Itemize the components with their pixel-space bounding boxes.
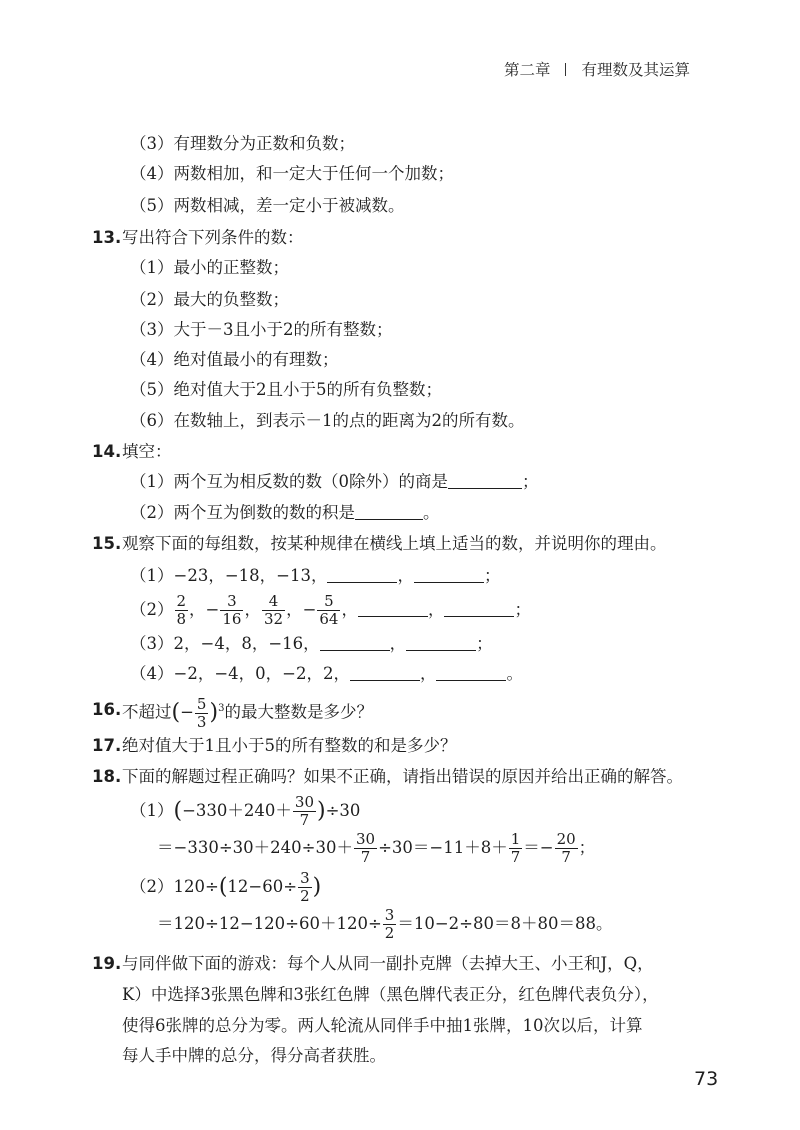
denominator: 7 — [510, 848, 521, 866]
fraction — [509, 832, 523, 865]
expr: ＝− — [523, 838, 554, 857]
q17-number: 17. — [92, 736, 122, 755]
sign: ， — [244, 600, 261, 619]
q15-item-4-text: （4）−2，−4，0，−2，2， — [130, 664, 350, 683]
q18-stem: 下面的解题过程正确吗？如果不正确，请指出错误的原因并给出正确的解答。 — [122, 767, 683, 786]
page-number: 73 — [694, 1068, 719, 1090]
q15-number: 15. — [92, 534, 122, 553]
fraction — [262, 594, 285, 627]
q15-item-4 — [130, 664, 523, 684]
expr: ÷30＝−11＋8＋ — [378, 838, 508, 857]
numerator: 3 — [300, 869, 310, 887]
denominator: 32 — [263, 610, 284, 628]
numerator: 5 — [196, 694, 207, 713]
q13-item-5: （5）绝对值大于2且小于5的所有负整数； — [130, 380, 442, 399]
q19-line-4: 每人手中牌的总分，得分高者获胜。 — [122, 1046, 386, 1065]
fraction — [354, 832, 377, 865]
comma: ， — [397, 566, 414, 585]
answer-blank[interactable] — [350, 666, 420, 681]
q12-item-3: （3）有理数分为正数和负数； — [130, 134, 355, 153]
q19-line-1: 与同伴做下面的游戏：每个人从同一副扑克牌（去掉大王、小王和J，Q， — [122, 954, 654, 973]
q14-stem: 填空： — [122, 442, 172, 461]
q13-item-2: （2）最大的负整数； — [130, 290, 289, 309]
numerator: 2 — [176, 592, 187, 610]
expr: ＝10−2÷80＝8＋80＝88。 — [397, 914, 613, 933]
semicolon: ； — [483, 566, 501, 585]
denominator: 16 — [222, 610, 242, 628]
q15-item-3-text: （3）2，−4，8，−16， — [130, 634, 320, 653]
answer-blank[interactable] — [414, 568, 484, 583]
expr: −330＋240＋ — [182, 801, 292, 820]
answer-blank[interactable] — [436, 666, 506, 681]
q16-text — [122, 688, 373, 734]
q15-item-3 — [130, 634, 493, 654]
exponent: 3 — [218, 703, 225, 714]
answer-blank[interactable] — [444, 602, 514, 617]
fraction — [555, 832, 578, 865]
frac-group-4 — [286, 592, 341, 628]
comma: ， — [419, 664, 437, 683]
running-header — [504, 58, 690, 80]
q14-item-1 — [130, 472, 539, 492]
fraction — [175, 594, 189, 627]
fraction — [293, 795, 316, 828]
fraction — [298, 871, 312, 904]
comma: ， — [389, 634, 407, 653]
answer-blank[interactable] — [358, 602, 428, 617]
q12-item-4: （4）两数相加，和一定大于任何一个加数； — [130, 164, 454, 183]
left-paren: ( — [171, 700, 181, 725]
right-paren: ) — [312, 874, 322, 900]
fraction — [195, 694, 209, 731]
q17-text: 绝对值大于1且小于5的所有整数的和是多少？ — [122, 736, 457, 755]
fraction — [220, 594, 243, 627]
q15-stem: 观察下面的每组数，按某种规律在横线上填上适当的数，并说明你的理由。 — [122, 534, 667, 553]
frac-group-2 — [189, 592, 244, 628]
q18-item-2-step — [157, 903, 612, 945]
expr: 12−60÷ — [227, 877, 298, 896]
period: 。 — [506, 664, 523, 683]
chapter-title: 有理数及其运算 — [581, 61, 690, 79]
denominator: 7 — [561, 848, 571, 866]
fraction — [383, 908, 397, 941]
q13-stem: 写出符合下列条件的数： — [122, 228, 304, 247]
q14-item-1-text: （1）两个互为相反数的数（0除外）的商是 — [130, 472, 448, 491]
denominator: 64 — [319, 610, 339, 628]
q12-item-5: （5）两数相减，差一定小于被减数。 — [130, 196, 405, 215]
expr: ÷30 — [325, 801, 361, 820]
expr: （2）120÷ — [130, 877, 219, 896]
q13-number: 13. — [92, 228, 122, 247]
frac-group-3 — [244, 592, 286, 628]
minus-sign: − — [180, 702, 194, 722]
denominator: 2 — [384, 924, 395, 942]
numerator: 30 — [294, 793, 314, 811]
expr: ＝−330÷30＋240÷30＋ — [157, 838, 353, 857]
right-paren: ) — [317, 798, 326, 824]
numerator: 3 — [220, 594, 243, 611]
q13-item-3: （3）大于－3且小于2的所有整数； — [130, 320, 393, 339]
q19-line-3: 使得6张牌的总分为零。两人轮流从同伴手中抽1张牌，10次以后，计算 — [122, 1016, 643, 1035]
numerator: 20 — [556, 830, 576, 848]
semicolon: ； — [514, 600, 531, 619]
denominator: 2 — [300, 887, 310, 905]
q13-item-6: （6）在数轴上，到表示－1的点的距离为2的所有数。 — [130, 411, 525, 430]
semicolon: ； — [476, 634, 493, 653]
answer-blank[interactable] — [327, 568, 397, 583]
q14-item-2 — [130, 503, 440, 523]
sign: ，− — [286, 600, 317, 619]
semicolon: ； — [578, 838, 596, 857]
denominator: 3 — [196, 712, 207, 731]
comma: ， — [341, 600, 358, 619]
numerator: 4 — [262, 594, 285, 611]
q15-item-2-label: （2） — [130, 600, 174, 619]
q14-item-1-end: ； — [522, 472, 539, 491]
header-divider — [565, 63, 566, 76]
numerator: 1 — [510, 830, 521, 848]
denominator: 8 — [176, 610, 187, 628]
q15-item-2 — [130, 590, 531, 630]
item-label: （1） — [130, 801, 174, 820]
q16-pre: 不超过 — [122, 702, 172, 722]
q14-item-2-text: （2）两个互为倒数的数的积是 — [130, 503, 355, 522]
q18-item-1-step — [157, 827, 595, 869]
answer-blank[interactable] — [320, 636, 390, 651]
answer-blank[interactable] — [355, 505, 423, 520]
q15-item-1-text: （1）−23，−18，−13， — [130, 566, 328, 585]
q15-item-1 — [130, 566, 500, 586]
numerator: 3 — [384, 906, 395, 924]
q13-item-1: （1）最小的正整数； — [130, 258, 289, 277]
denominator: 7 — [360, 848, 371, 866]
q14-number: 14. — [92, 442, 122, 461]
q16-post: 的最大整数是多少？ — [224, 702, 373, 722]
answer-blank[interactable] — [448, 474, 522, 489]
numerator: 30 — [355, 830, 376, 848]
expr: ＝120÷12−120÷60＋120÷ — [157, 914, 382, 933]
numerator: 5 — [317, 594, 340, 611]
chapter-label: 第二章 — [503, 61, 551, 79]
denominator: 7 — [299, 811, 310, 829]
fraction — [317, 594, 340, 627]
frac-group-1 — [174, 592, 190, 628]
q18-number: 18. — [92, 767, 122, 786]
comma: ， — [427, 600, 445, 619]
sign: ，− — [189, 600, 220, 619]
q19-line-2: K）中选择3张黑色牌和3张红色牌（黑色牌代表正分，红色牌代表负分）， — [122, 985, 659, 1004]
q13-item-4: （4）绝对值最小的有理数； — [130, 350, 339, 369]
q16-number: 16. — [92, 700, 122, 719]
left-paren: ( — [173, 798, 183, 824]
q14-item-2-end: 。 — [423, 503, 440, 522]
right-paren: ) — [209, 700, 219, 725]
left-paren: ( — [218, 874, 228, 900]
answer-blank[interactable] — [406, 636, 476, 651]
q19-number: 19. — [92, 954, 122, 973]
